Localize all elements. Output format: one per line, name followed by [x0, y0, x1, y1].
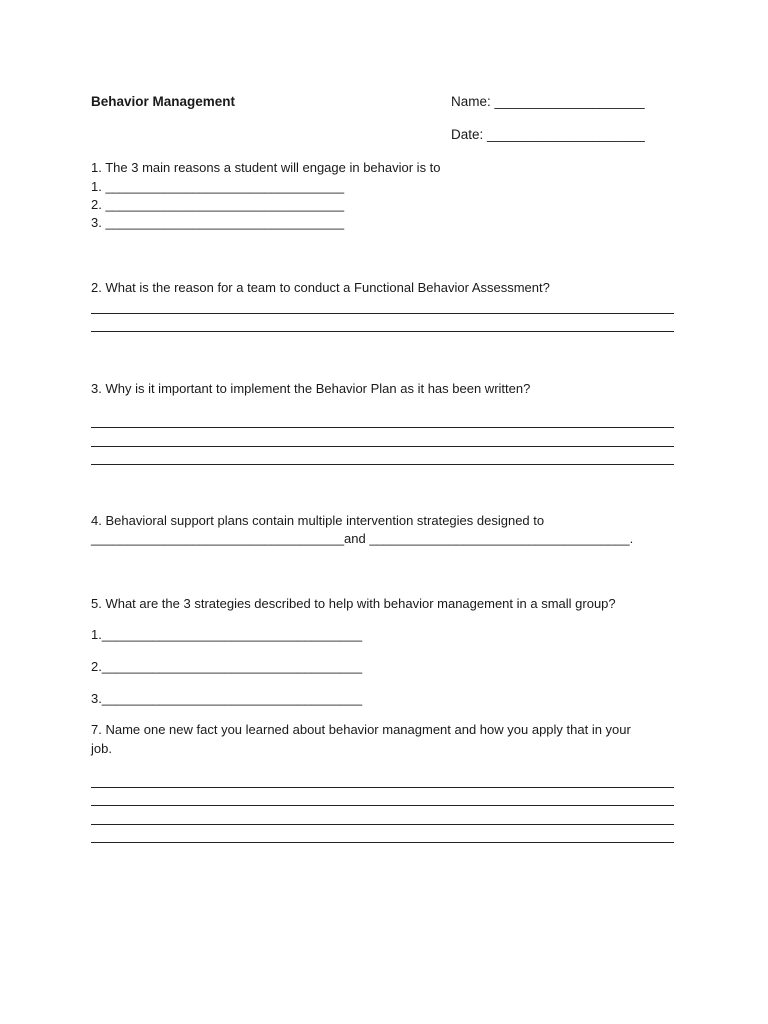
question-3-answer-line[interactable] — [91, 427, 674, 428]
question-3-answer-line[interactable] — [91, 464, 674, 465]
question-7-prompt-continued: job. — [91, 741, 112, 756]
question-2-answer-line[interactable] — [91, 331, 674, 332]
question-7-prompt: 7. Name one new fact you learned about behavior managment and how you apply that in your — [91, 722, 631, 737]
question-4-answer-blanks[interactable]: ___________________________________and ____________________________________. — [91, 531, 634, 546]
name-blank[interactable]: ____________________ — [494, 94, 645, 109]
date-label: Date: — [451, 127, 484, 142]
question-2-answer-line[interactable] — [91, 313, 674, 314]
date-field[interactable] — [451, 126, 645, 144]
question-1-answer-3[interactable]: 3. _________________________________ — [91, 215, 345, 230]
date-blank[interactable]: _____________________ — [487, 127, 645, 142]
question-1-answer-1[interactable]: 1. _________________________________ — [91, 179, 345, 194]
question-1-prompt: 1. The 3 main reasons a student will engage in behavior is to — [91, 160, 441, 175]
question-3-prompt: 3. Why is it important to implement the Behavior Plan as it has been written? — [91, 381, 531, 396]
question-4-prompt: 4. Behavioral support plans contain multiple intervention strategies designed to — [91, 513, 545, 528]
name-label: Name: — [451, 94, 491, 109]
question-5-answer-1[interactable]: 1.____________________________________ — [91, 627, 363, 642]
name-field[interactable] — [451, 93, 645, 111]
question-5-answer-3[interactable]: 3.____________________________________ — [91, 691, 363, 706]
question-2-prompt: 2. What is the reason for a team to conduct a Functional Behavior Assessment? — [91, 280, 550, 295]
question-7-answer-line[interactable] — [91, 824, 674, 825]
question-7-answer-line[interactable] — [91, 842, 674, 843]
question-1-answer-2[interactable]: 2. _________________________________ — [91, 197, 345, 212]
question-7-answer-line[interactable] — [91, 787, 674, 788]
question-7-answer-line[interactable] — [91, 805, 674, 806]
question-5-answer-2[interactable]: 2.____________________________________ — [91, 659, 363, 674]
question-3-answer-line[interactable] — [91, 446, 674, 447]
question-5-prompt: 5. What are the 3 strategies described to help with behavior management in a small group? — [91, 596, 616, 611]
page-title: Behavior Management — [91, 94, 236, 109]
